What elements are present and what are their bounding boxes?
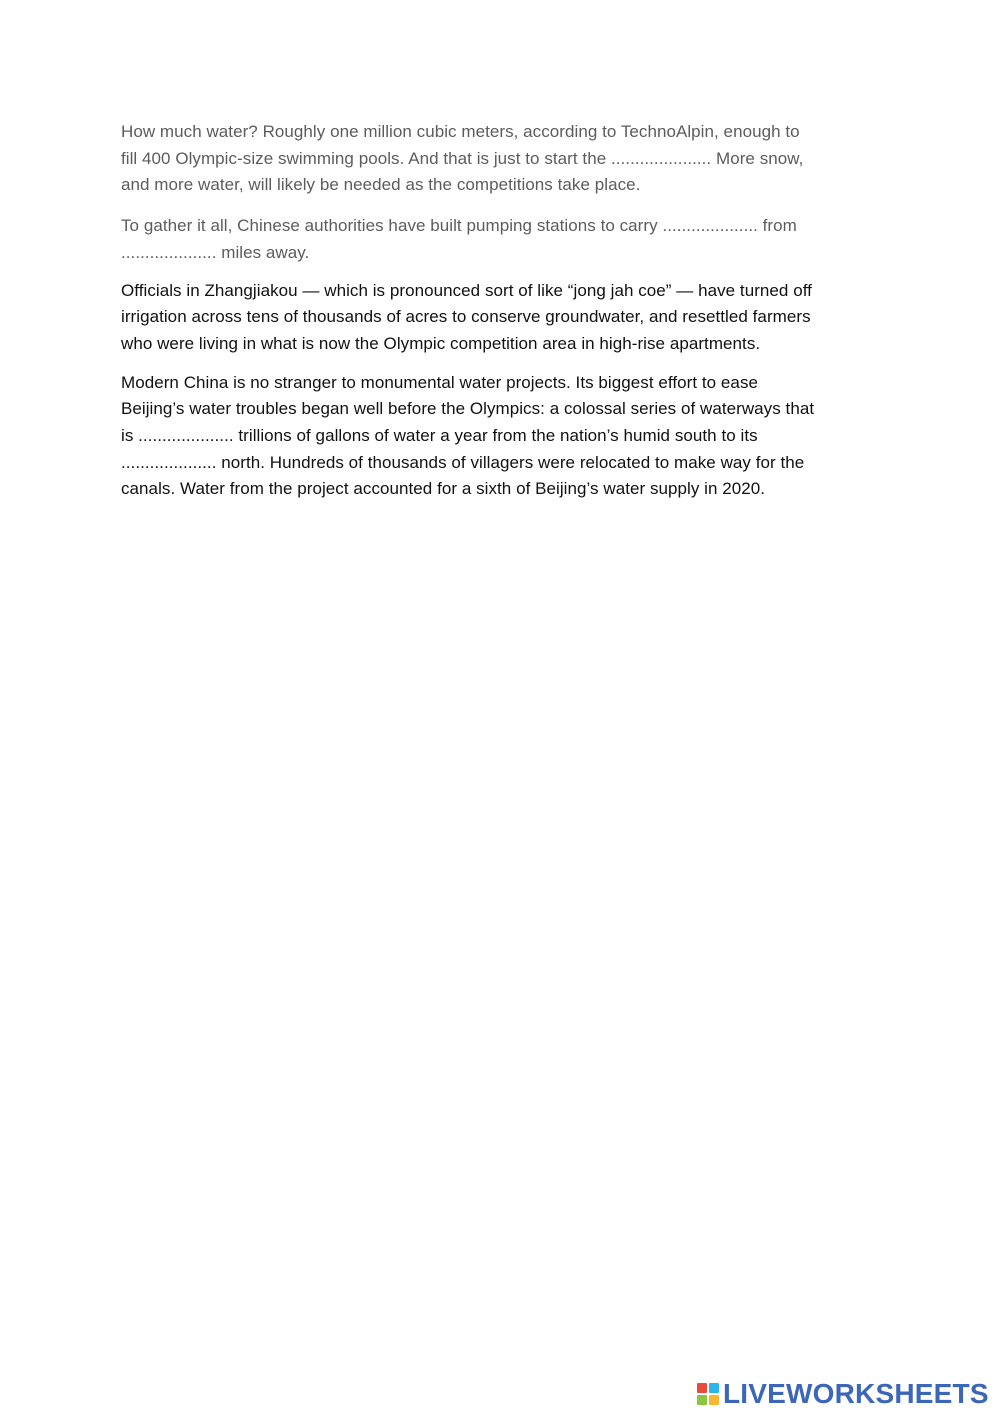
logo-blocks-icon: [697, 1383, 719, 1405]
paragraph-pumping-stations: [121, 213, 881, 266]
text-line: Modern China is no stranger to monumental water projects. Its biggest effort to ease: [121, 372, 758, 392]
text-line: fill 400 Olympic-size swimming pools. And that is just to start the ..................... More snow,: [121, 148, 804, 168]
text-line: Officials in Zhangjiakou — which is pronounced sort of like “jong jah coe” — have turned off: [121, 280, 812, 300]
liveworksheets-logo: [697, 1377, 989, 1411]
paragraph-water-projects: [121, 370, 881, 504]
logo-text: LIVEWORKSHEETS: [723, 1378, 989, 1409]
text-line: canals. Water from the project accounted for a sixth of Beijing’s water supply in 2020.: [121, 479, 766, 499]
text-line: How much water? Roughly one million cubic meters, according to TechnoAlpin, enough to: [121, 122, 800, 141]
reading-text: [121, 119, 881, 503]
paragraph-water-amount: [121, 119, 881, 199]
text-line: .................... miles away.: [121, 242, 310, 262]
text-line: To gather it all, Chinese authorities have built pumping stations to carry .................... from: [121, 216, 797, 236]
paragraph-zhangjiakou: [121, 278, 881, 358]
text-line: and more water, will likely be needed as the competitions take place.: [121, 175, 641, 195]
text-line: irrigation across tens of thousands of acres to conserve groundwater, and resettled farmers: [121, 307, 811, 327]
text-line: Beijing’s water troubles began well before the Olympics: a colossal series of waterways that: [121, 399, 815, 419]
text-line: .................... north. Hundreds of thousands of villagers were relocated to make way for the: [121, 452, 805, 472]
text-line: who were living in what is now the Olympic competition area in high-rise apartments.: [121, 333, 761, 353]
text-line: is .................... trillions of gallons of water a year from the nation’s humid south to its: [121, 426, 758, 446]
